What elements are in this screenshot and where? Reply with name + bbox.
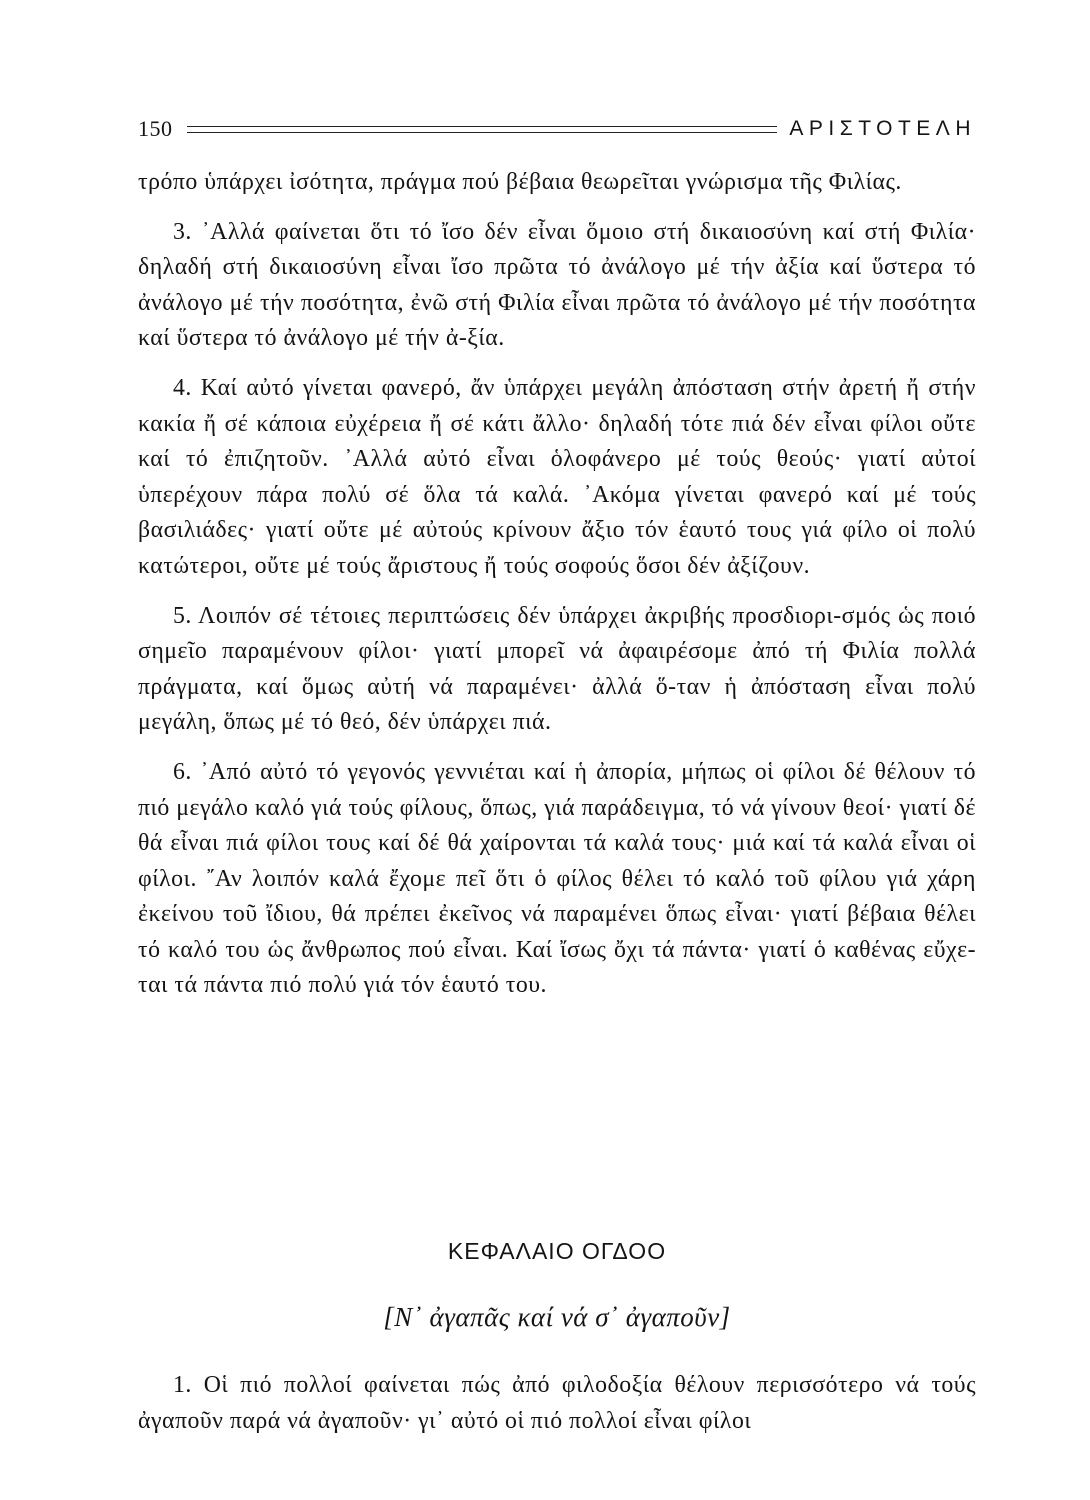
page-header [138,114,976,144]
chapter-text [138,1368,976,1453]
chapter-heading: ΚΕΦΑΛΑΙΟ ΟΓΔΟΟ [447,1238,667,1264]
page-number: 150 [138,116,173,141]
paragraph-5: 5. Λοιπόν σέ τέτοιες περιπτώσεις δέν ὑπάρχει ἀκριβής προσδιορι-σμός ὡς ποιό σημεῖο παραμένουν φίλοι· γιατί μπορεῖ νά ἀφαιρέσομε ἀπό τή Φιλία πολλά πράγματα, καί ὅμως αὐτή νά παραμένει· ἀλλά ὅ-ταν ἡ ἀπόσταση εἶναι πολύ μεγάλη, ὅπως μέ τό θεό, δέν ὑπάρχει πιά. [138,602,976,736]
paragraph-3: 3. ᾿Αλλά φαίνεται ὅτι τό ἴσο δέν εἶναι ὅμοιο στή δικαιοσύνη καί στή Φιλία· δηλαδή στή δικαιοσύνη εἶναι ἴσο πρῶτα τό ἀνάλογο μέ τήν ἀξία καί ὕστερα τό ἀνάλογο μέ τήν ποσότητα, ἐνῶ στή Φιλία εἶναι πρῶτα τό ἀνάλογο μέ τήν ποσότητα καί ὕστερα τό ἀνάλογο μέ τήν ἀ-ξία. [138,218,976,352]
running-title: ΑΡΙΣΤΟΤΕΛΗ [789,117,976,140]
paragraph-continuation: τρόπο ὑπάρχει ἰσότητα, πράγμα πού βέβαια θεωρεῖται γνώρισμα τῆς Φιλίας. [138,169,902,195]
paragraph-6: 6. ᾿Από αὐτό τό γεγονός γεννιέται καί ἡ ἀπορία, μήπως οἱ φίλοι δέ θέλουν τό πιό μεγάλο καλό γιά τούς φίλους, ὅπως, γιά παράδειγμα, τό νά γίνουν θεοί· γιατί δέ θά εἶναι πιά φίλοι τους καί δέ θά χαίρονται τά καλά τους· μιά καί τά καλά εἶναι οἱ φίλοι. ῎Αν λοιπόν καλά ἔχομε πεῖ ὅτι ὁ φίλος θέλει τό καλό τοῦ φίλου γιά χάρη ἐκείνου τοῦ ἴδιου, θά πρέπει ἐκεῖνος νά παραμένει ὅπως εἶναι· γιατί βέβαια θέλει τό καλό του ὡς ἄνθρωπος πού εἶναι. Καί ἴσως ὄχι τά πάντα· γιατί ὁ καθένας εὔχε-ται τά πάντα πιό πολύ γιά τόν ἑαυτό του. [138,758,976,999]
header-double-rule [187,126,778,133]
chapter-paragraph-1: 1. Οἱ πιό πολλοί φαίνεται πώς ἀπό φιλοδοξία θέλουν περισσότερο νά τούς ἀγαποῦν παρά νά ἀγαποῦν· γι᾿ αὐτό οἱ πιό πολλοί εἶναι φίλοι [138,1372,976,1434]
paragraph-4: 4. Καί αὐτό γίνεται φανερό, ἄν ὑπάρχει μεγάλη ἀπόσταση στήν ἀρετή ἤ στήν κακία ἤ σέ κάποια εὐχέρεια ἤ σέ κάτι ἄλλο· δηλαδή τότε πιά δέν εἶναι φίλοι οὔτε καί τό ἐπιζητοῦν. ᾿Αλλά αὐτό εἶναι ὁλοφάνερο μέ τούς θεούς· γιατί αὐτοί ὑπερέχουν πάρα πολύ σέ ὅλα τά καλά. ᾿Ακόμα γίνεται φανερό καί μέ τούς βασιλιάδες· γιατί οὔτε μέ αὐτούς κρίνουν ἄξιο τόν ἑαυτό τους γιά φίλο οἱ πολύ κατώτεροι, οὔτε μέ τούς ἄριστους ἤ τούς σοφούς ὅσοι δέν ἀξίζουν. [138,374,976,579]
chapter-subtitle: [Ν᾿ ἀγαπᾶς καί νά σ᾿ ἀγαποῦν] [383,1302,731,1332]
main-text [138,165,976,1018]
